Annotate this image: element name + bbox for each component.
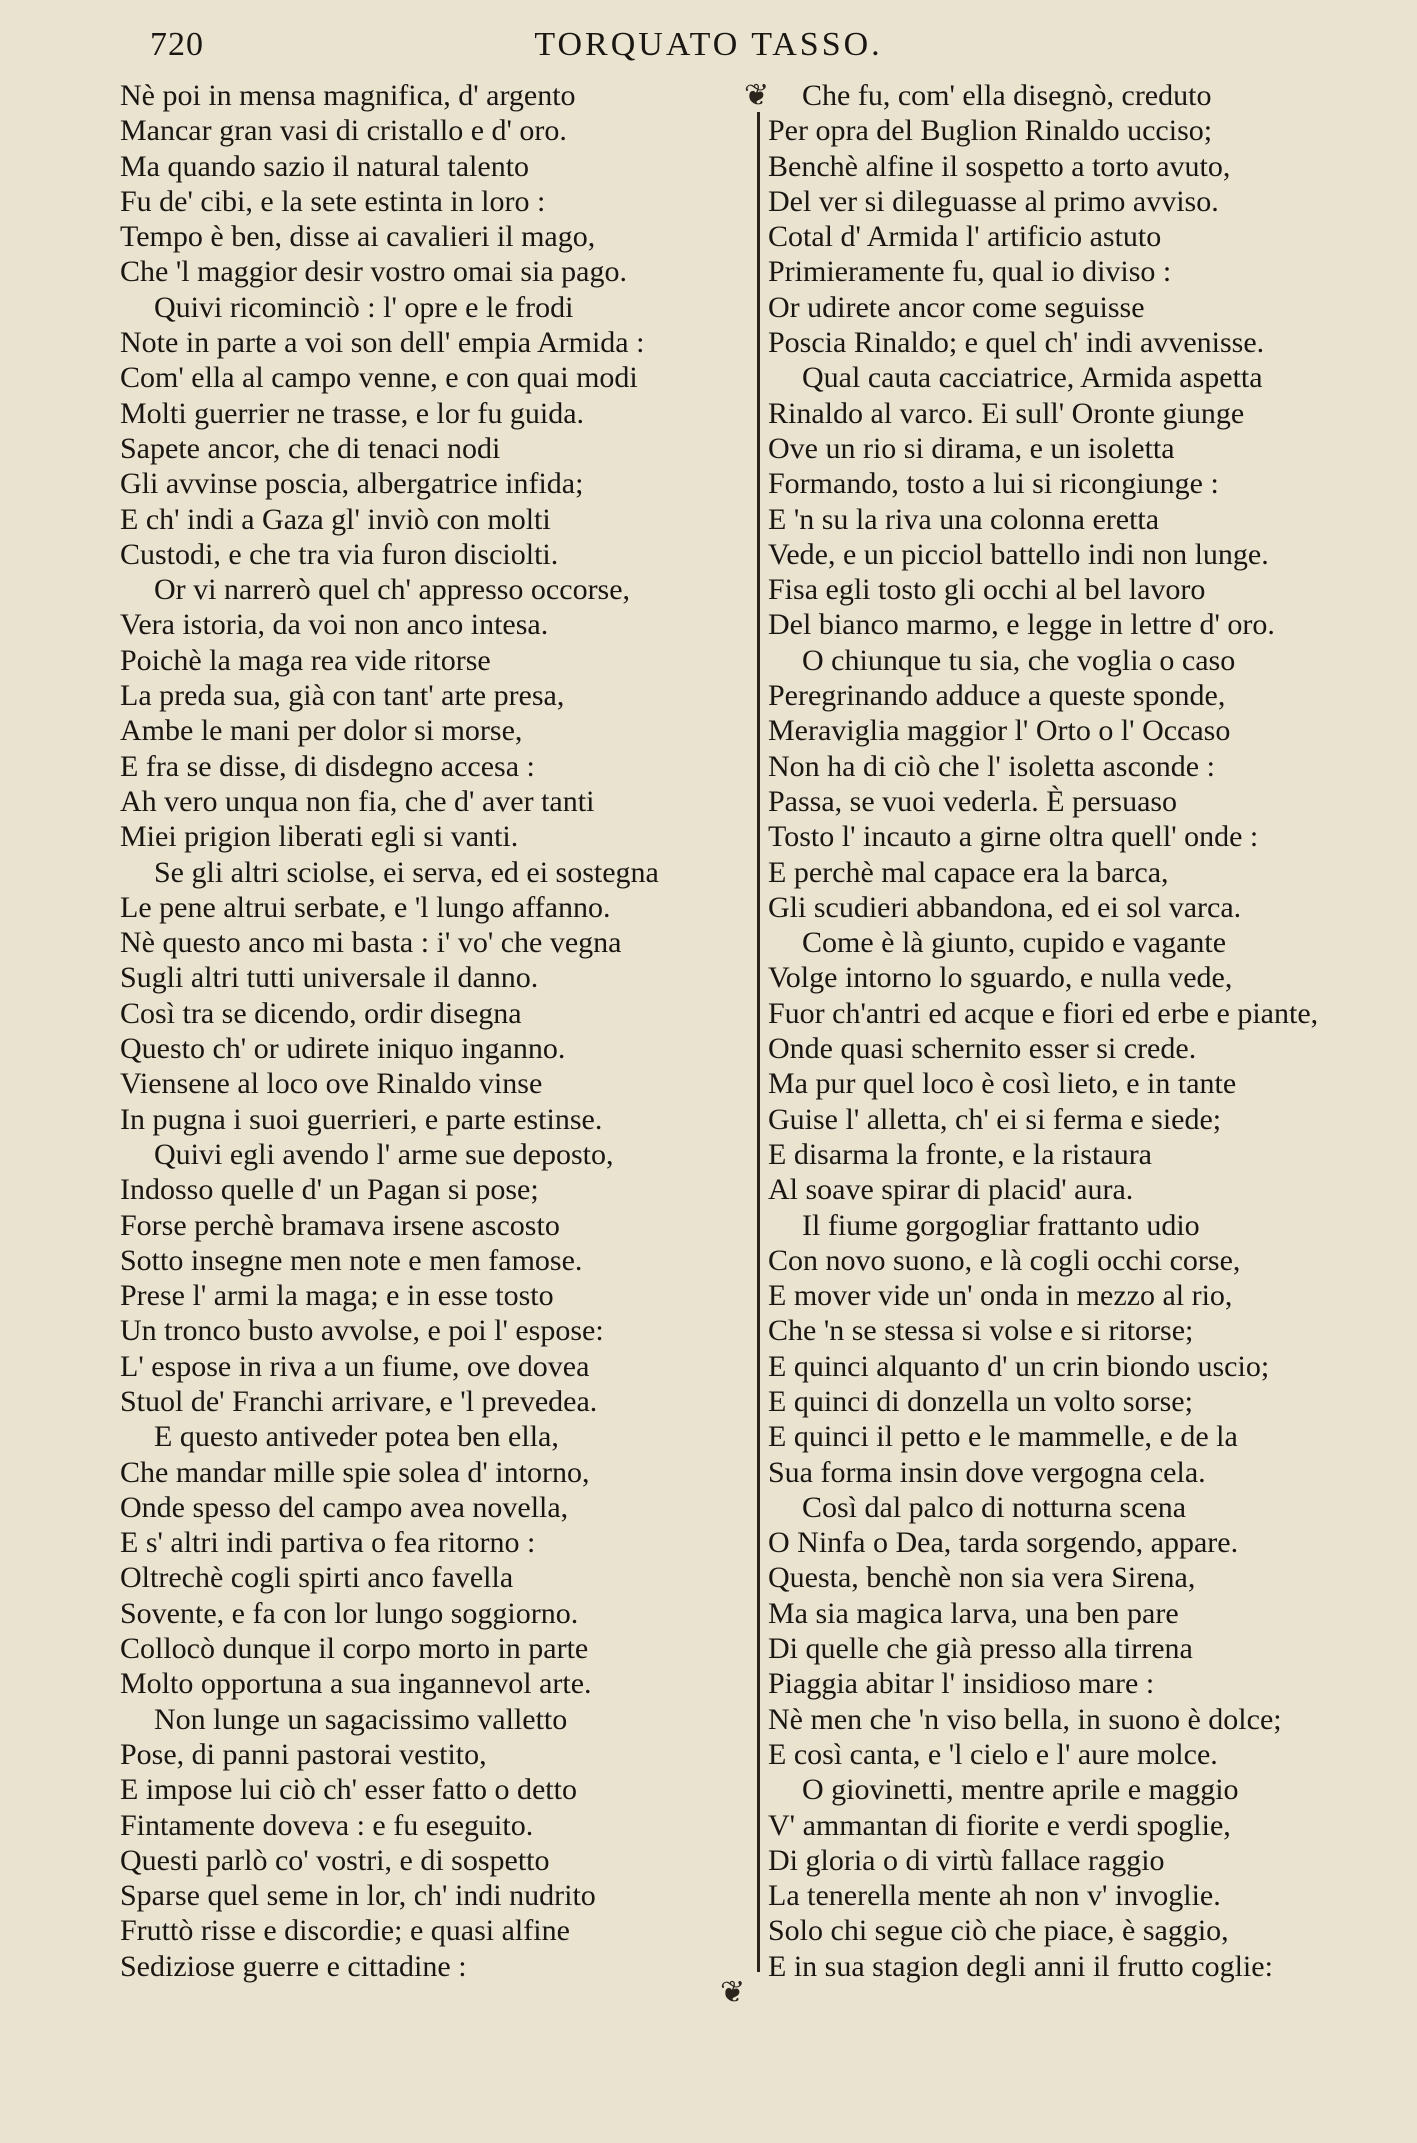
verse-line: Questa, benchè non sia vera Sirena, — [768, 1561, 1196, 1595]
verse-line: Che mandar mille spie solea d' intorno, — [120, 1455, 590, 1489]
verse-line: Nè poi in mensa magnifica, d' argento — [120, 79, 576, 112]
verse-line: Che 'l maggior desir vostro omai sia pago. — [120, 255, 627, 289]
verse-line: E disarma la fronte, e la ristaura — [768, 1137, 1152, 1171]
verse-line: E mover vide un' onda in mezzo al rio, — [768, 1279, 1233, 1313]
verse-line: La tenerella mente ah non v' invoglie. — [768, 1879, 1221, 1913]
verse-line: Sotto insegne men note e men famose. — [120, 1243, 583, 1277]
verse-line: Formando, tosto a lui si ricongiunge : — [768, 467, 1219, 501]
verse-line: V' ammantan di fiorite e verdi spoglie, — [768, 1808, 1231, 1842]
verse-line: E perchè mal capace era la barca, — [768, 855, 1169, 889]
verse-line: Indosso quelle d' un Pagan si pose; — [120, 1173, 539, 1207]
fleuron-bottom-icon: ❦ — [720, 1975, 746, 2010]
verse-line: Fu de' cibi, e la sete estinta in loro : — [120, 184, 546, 218]
verse-line: Così tra se dicendo, ordir disegna — [120, 996, 522, 1030]
verse-line: O giovinetti, mentre aprile e maggio — [802, 1773, 1239, 1807]
verse-line: Or vi narrerò quel ch' appresso occorse, — [154, 573, 631, 607]
verse-line: Gli avvinse poscia, albergatrice infida; — [120, 467, 584, 501]
verse-line: E s' altri indi partiva o fea ritorno : — [120, 1526, 536, 1560]
verse-line: Peregrinando adduce a queste sponde, — [768, 679, 1226, 713]
verse-line: Il fiume gorgogliar frattanto udio — [802, 1208, 1200, 1242]
verse-line: E quinci alquanto d' un crin biondo uscio; — [768, 1349, 1270, 1383]
verse-line: Passa, se vuoi vederla. È persuaso — [768, 784, 1178, 818]
verse-line: Fintamente doveva : e fu eseguito. — [120, 1808, 534, 1842]
verse-line: Poscia Rinaldo; e quel ch' indi avvenisse. — [768, 326, 1265, 360]
verse-line: Che fu, com' ella disegnò, creduto — [802, 79, 1212, 112]
verse-line: Tempo è ben, disse ai cavalieri il mago, — [120, 220, 596, 254]
verse-line: Così dal palco di notturna scena — [802, 1490, 1187, 1524]
verse-line: Sapete ancor, che di tenaci nodi — [120, 431, 501, 465]
verse-line: Non lunge un sagacissimo valletto — [154, 1702, 568, 1736]
fleuron-top-icon: ❦ — [744, 78, 770, 113]
verse-line: Di gloria o di virtù fallace raggio — [768, 1843, 1165, 1877]
verse-line: La preda sua, già con tant' arte presa, — [120, 679, 565, 713]
verse-line: Onde quasi schernito esser si crede. — [768, 1032, 1197, 1066]
verse-line: Vera istoria, da voi non anco intesa. — [120, 608, 549, 642]
verse-line: Collocò dunque il corpo morto in parte — [120, 1632, 589, 1666]
verse-line: Ove un rio si dirama, e un isoletta — [768, 431, 1175, 465]
verse-line: Mancar gran vasi di cristallo e d' oro. — [120, 114, 567, 148]
verse-line: Se gli altri sciolse, ei serva, ed ei sostegna — [154, 855, 659, 889]
verse-line: E così canta, e 'l cielo e l' aure molce. — [768, 1737, 1218, 1771]
verse-line: Nè men che 'n viso bella, in suono è dolce; — [768, 1702, 1282, 1736]
verse-line: Molto opportuna a sua ingannevol arte. — [120, 1667, 592, 1701]
verse-line: Del ver si dileguasse al primo avviso. — [768, 184, 1219, 218]
verse-line: Per opra del Buglion Rinaldo ucciso; — [768, 114, 1213, 148]
running-title: TORQUATO TASSO. — [534, 26, 883, 63]
verse-line: Cotal d' Armida l' artificio astuto — [768, 220, 1162, 254]
left-column — [120, 78, 760, 1984]
verse-line: Fruttò risse e discordie; e quasi alfine — [120, 1914, 570, 1948]
verse-line: Questo ch' or udirete iniquo inganno. — [120, 1032, 566, 1066]
verse-line: Solo chi segue ciò che piace, è saggio, — [768, 1914, 1229, 1948]
verse-line: E ch' indi a Gaza gl' inviò con molti — [120, 502, 551, 536]
verse-line: Viensene al loco ove Rinaldo vinse — [120, 1067, 543, 1101]
verse-line: Al soave spirar di placid' aura. — [768, 1173, 1134, 1207]
verse-line: E fra se disse, di disdegno accesa : — [120, 749, 535, 783]
verse-line: Note in parte a voi son dell' empia Armida : — [120, 326, 645, 360]
verse-line: E 'n su la riva una colonna eretta — [768, 502, 1160, 536]
verse-line: Or udirete ancor come seguisse — [768, 290, 1145, 324]
verse-line: Ma pur quel loco è così lieto, e in tante — [768, 1067, 1237, 1101]
verse-line: Meraviglia maggior l' Orto o l' Occaso — [768, 714, 1231, 748]
verse-line: Rinaldo al varco. Ei sull' Oronte giunge — [768, 396, 1245, 430]
verse-line: Fuor ch'antri ed acque e fiori ed erbe e piante, — [768, 996, 1319, 1030]
verse-line: Primieramente fu, qual io diviso : — [768, 255, 1172, 289]
verse-line: Stuol de' Franchi arrivare, e 'l prevedea. — [120, 1384, 598, 1418]
verse-line: Quivi egli avendo l' arme sue deposto, — [154, 1137, 614, 1171]
verse-line: Sua forma insin dove vergogna cela. — [768, 1455, 1206, 1489]
column-divider — [757, 112, 760, 1972]
verse-line: Molti guerrier ne trasse, e lor fu guida. — [120, 396, 585, 430]
verse-line: Nè questo anco mi basta : i' vo' che vegna — [120, 926, 622, 960]
verse-line: Che 'n se stessa si volse e si ritorse; — [768, 1314, 1194, 1348]
verse-line: E quinci il petto e le mammelle, e de la — [768, 1420, 1238, 1454]
verse-line: E in sua stagion degli anni il frutto coglie: — [768, 1949, 1273, 1983]
verse-line: Vede, e un picciol battello indi non lunge. — [768, 537, 1269, 571]
verse-line: E questo antiveder potea ben ella, — [154, 1420, 559, 1454]
verse-line: Come è là giunto, cupido e vagante — [802, 926, 1227, 960]
verse-line: L' espose in riva a un fiume, ove dovea — [120, 1349, 590, 1383]
verse-line: Custodi, e che tra via furon disciolti. — [120, 537, 559, 571]
page-header — [0, 18, 1417, 78]
verse-line: Oltrechè cogli spirti anco favella — [120, 1561, 514, 1595]
verse-line: Ambe le mani per dolor si morse, — [120, 714, 523, 748]
verse-line: Onde spesso del campo avea novella, — [120, 1490, 569, 1524]
verse-line: Con novo suono, e là cogli occhi corse, — [768, 1243, 1241, 1277]
verse-line: E quinci di donzella un volto sorse; — [768, 1384, 1193, 1418]
page-number: 720 — [150, 26, 204, 63]
verse-line: E impose lui ciò ch' esser fatto o detto — [120, 1773, 577, 1807]
verse-line: Non ha di ciò che l' isoletta asconde : — [768, 749, 1215, 783]
right-column — [768, 78, 1393, 1984]
verse-line: Qual cauta cacciatrice, Armida aspetta — [802, 361, 1263, 395]
verse-line: Sugli altri tutti universale il danno. — [120, 961, 539, 995]
verse-line: Questi parlò co' vostri, e di sospetto — [120, 1843, 550, 1877]
verse-line: Ma sia magica larva, una ben pare — [768, 1596, 1179, 1630]
verse-line: Ah vero unqua non fia, che d' aver tanti — [120, 784, 595, 818]
verse-line: Miei prigion liberati egli si vanti. — [120, 820, 519, 854]
verse-line: Ma quando sazio il natural talento — [120, 149, 530, 183]
verse-line: Un tronco busto avvolse, e poi l' espose: — [120, 1314, 604, 1348]
verse-line: Poichè la maga rea vide ritorse — [120, 643, 491, 677]
verse-line: Pose, di panni pastorai vestito, — [120, 1737, 487, 1771]
verse-line: Com' ella al campo venne, e con quai modi — [120, 361, 638, 395]
verse-line: Guise l' alletta, ch' ei si ferma e siede; — [768, 1102, 1222, 1136]
verse-line: Le pene altrui serbate, e 'l lungo affanno. — [120, 890, 611, 924]
verse-line: Gli scudieri abbandona, ed ei sol varca. — [768, 890, 1242, 924]
verse-line: Forse perchè bramava irsene ascosto — [120, 1208, 560, 1242]
verse-line: Volge intorno lo sguardo, e nulla vede, — [768, 961, 1233, 995]
verse-line: Quivi ricominciò : l' opre e le frodi — [154, 290, 574, 324]
verse-line: Prese l' armi la maga; e in esse tosto — [120, 1279, 554, 1313]
verse-line: Sparse quel seme in lor, ch' indi nudrito — [120, 1879, 596, 1913]
verse-line: Sovente, e fa con lor lungo soggiorno. — [120, 1596, 579, 1630]
verse-line: O chiunque tu sia, che voglia o caso — [802, 643, 1236, 677]
verse-line: Fisa egli tosto gli occhi al bel lavoro — [768, 573, 1206, 607]
verse-line: Sediziose guerre e cittadine : — [120, 1949, 467, 1983]
verse-line: Tosto l' incauto a girne oltra quell' onde : — [768, 820, 1259, 854]
verse-line: Piaggia abitar l' insidioso mare : — [768, 1667, 1155, 1701]
verse-line: O Ninfa o Dea, tarda sorgendo, appare. — [768, 1526, 1239, 1560]
verse-line: Del bianco marmo, e legge in lettre d' oro. — [768, 608, 1275, 642]
verse-line: Benchè alfine il sospetto a torto avuto, — [768, 149, 1231, 183]
verse-line: Di quelle che già presso alla tirrena — [768, 1632, 1193, 1666]
verse-line: In pugna i suoi guerrieri, e parte estinse. — [120, 1102, 603, 1136]
